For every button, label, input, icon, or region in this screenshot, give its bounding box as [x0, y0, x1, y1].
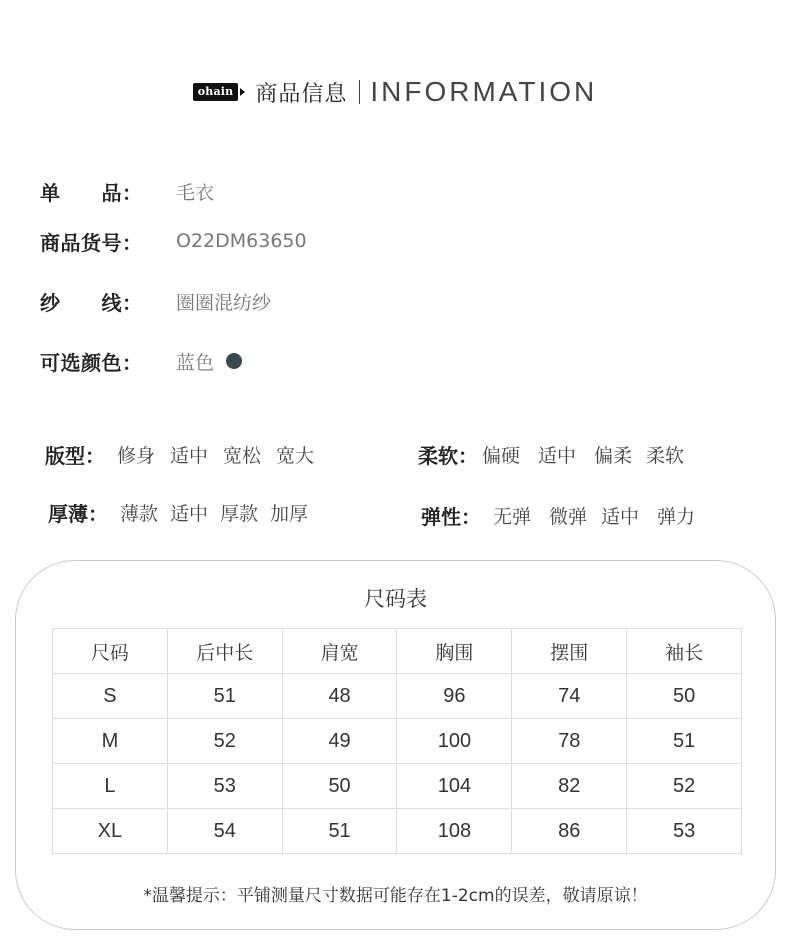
- column-header: 摆围: [512, 629, 627, 674]
- info-row-item: [40, 176, 214, 206]
- fit-option: 适中: [170, 444, 209, 467]
- table-cell: 53: [167, 764, 282, 809]
- item-label: 单 品：: [40, 180, 143, 205]
- column-header: 肩宽: [282, 629, 397, 674]
- column-header: 胸围: [397, 629, 512, 674]
- item-value: 毛衣: [176, 181, 215, 204]
- thickness-label: 厚薄：: [48, 501, 108, 526]
- softness-label: 柔软：: [418, 443, 478, 468]
- thickness-option: 薄款: [120, 502, 159, 525]
- table-cell: 51: [282, 809, 397, 854]
- table-row: [53, 674, 742, 719]
- table-cell: 50: [627, 674, 742, 719]
- table-cell: 74: [512, 674, 627, 719]
- column-header: 后中长: [167, 629, 282, 674]
- code-label: 商品货号：: [40, 230, 143, 255]
- table-cell: 52: [627, 764, 742, 809]
- softness-option: 偏柔: [594, 444, 633, 467]
- fit-label: 版型：: [45, 443, 105, 468]
- attr-thickness: [48, 497, 323, 527]
- elasticity-option-selected: 适中: [601, 502, 639, 529]
- column-header: 尺码: [53, 629, 168, 674]
- softness-option: 柔软: [646, 444, 685, 467]
- elasticity-option: 无弹: [493, 505, 532, 528]
- table-cell: 54: [167, 809, 282, 854]
- elasticity-option: 弹力: [657, 505, 696, 528]
- size-disclaimer: *温馨提示：平铺测量尺寸数据可能存在1-2cm的误差，敬请原谅！: [143, 886, 648, 906]
- table-cell: 53: [627, 809, 742, 854]
- table-cell: XL: [53, 809, 168, 854]
- softness-option: 偏硬: [482, 444, 521, 467]
- color-swatch[interactable]: [226, 353, 242, 369]
- yarn-value: 圈圈混纺纱: [176, 291, 272, 314]
- thickness-option: 厚款: [220, 502, 259, 525]
- color-label: 可选颜色：: [40, 350, 143, 375]
- thickness-option: 加厚: [270, 502, 309, 525]
- fit-option: 宽大: [276, 444, 315, 467]
- info-row-color: [40, 346, 242, 376]
- softness-option-selected: 适中: [538, 441, 576, 468]
- section-title-en: INFORMATION: [370, 76, 598, 107]
- title-divider: [359, 80, 360, 104]
- table-row: [53, 719, 742, 764]
- code-value: O22DM63650: [176, 230, 307, 252]
- table-cell: 86: [512, 809, 627, 854]
- info-row-yarn: [40, 286, 271, 316]
- yarn-label: 纱 线：: [40, 290, 143, 315]
- column-header: 袖长: [627, 629, 742, 674]
- elasticity-option: 微弹: [549, 505, 588, 528]
- table-cell: 78: [512, 719, 627, 764]
- section-header: [0, 72, 790, 112]
- elasticity-label: 弹性：: [421, 504, 481, 529]
- play-arrow-icon: [240, 88, 245, 96]
- table-row: [53, 764, 742, 809]
- table-cell: 108: [397, 809, 512, 854]
- brand-name: ohain: [193, 83, 239, 101]
- table-cell: L: [53, 764, 168, 809]
- table-cell: M: [53, 719, 168, 764]
- table-cell: 51: [627, 719, 742, 764]
- table-header-row: [53, 629, 742, 674]
- attr-elasticity: [421, 500, 710, 530]
- table-cell: 52: [167, 719, 282, 764]
- size-chart-card: [15, 560, 776, 930]
- thickness-option-selected: 适中: [170, 499, 208, 526]
- table-row: [53, 809, 742, 854]
- section-title-cn: 商品信息: [255, 81, 348, 107]
- table-cell: 48: [282, 674, 397, 719]
- info-row-code: [40, 226, 307, 256]
- table-cell: 49: [282, 719, 397, 764]
- table-cell: 50: [282, 764, 397, 809]
- table-cell: 104: [397, 764, 512, 809]
- table-cell: S: [53, 674, 168, 719]
- attr-softness: [418, 439, 699, 469]
- color-value: 蓝色: [176, 351, 215, 374]
- size-table: [52, 628, 742, 854]
- attr-fit: [45, 439, 329, 469]
- fit-option: 修身: [117, 444, 156, 467]
- brand-logo: [193, 83, 246, 101]
- table-cell: 82: [512, 764, 627, 809]
- table-cell: 51: [167, 674, 282, 719]
- fit-option-selected: 宽松: [223, 441, 261, 468]
- table-cell: 96: [397, 674, 512, 719]
- size-chart-title: 尺码表: [364, 587, 427, 611]
- table-cell: 100: [397, 719, 512, 764]
